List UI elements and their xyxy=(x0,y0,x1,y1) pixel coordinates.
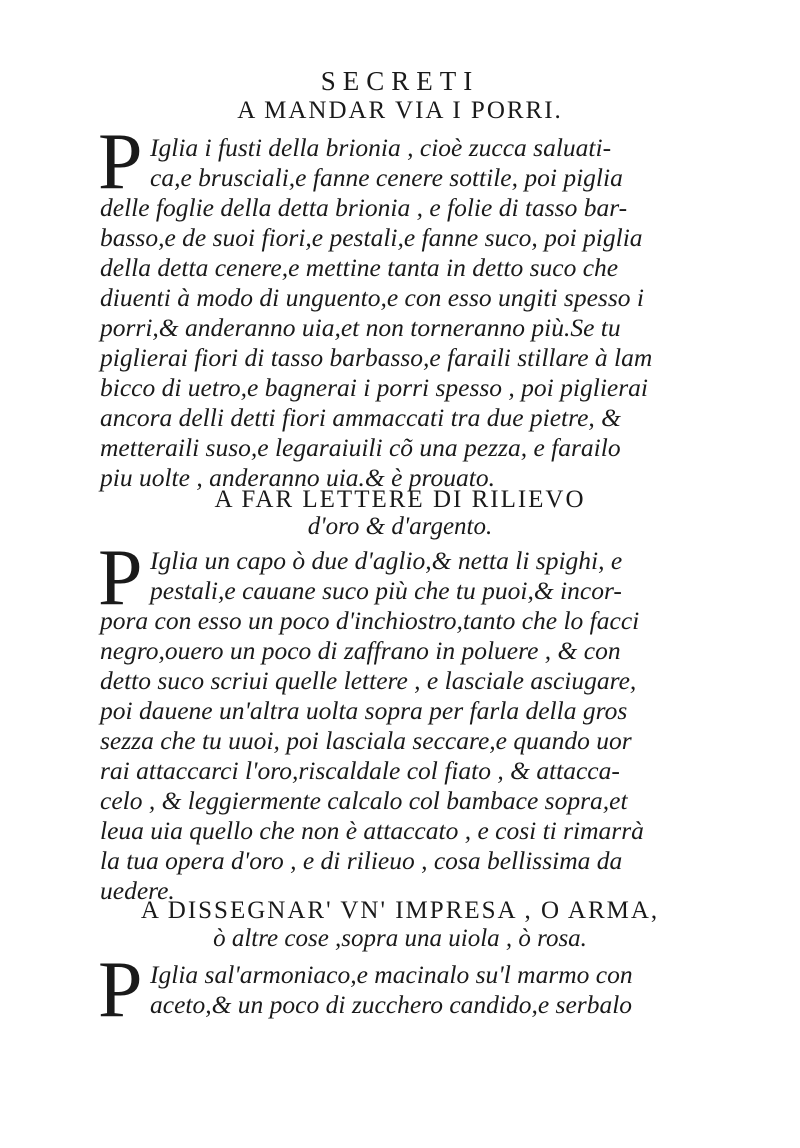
text-line: celo , & leggiermente calcalo col bambace sopra,et xyxy=(100,786,628,815)
text-line: Iglia i fusti della brionia , cioè zucca saluati- xyxy=(150,133,612,162)
text-line: della detta cenere,e mettine tanta in detto suco che xyxy=(100,253,619,282)
text-line: ancora delli detti fiori ammaccati tra due pietre, & xyxy=(100,403,622,432)
text-line: negro,ouero un poco di zaffrano in poluere , & con xyxy=(100,636,621,665)
drop-cap: P xyxy=(98,946,143,1034)
drop-cap: P xyxy=(98,534,143,622)
text-line: pestali,e cauane suco più che tu puoi,& incor- xyxy=(150,576,622,605)
text-line: piglierai fiori di tasso barbasso,e faraili stillare à lam xyxy=(100,343,653,372)
text-line: ca,e brusciali,e fanne cenere sottile, poi piglia xyxy=(150,163,623,192)
text-line: Iglia sal'armoniaco,e macinalo su'l marmo con xyxy=(150,960,633,989)
text-line: detto suco scriui quelle lettere , e lasciale asciugare, xyxy=(100,666,637,695)
section-heading: A MANDAR VIA I PORRI. xyxy=(237,97,563,124)
text-line: aceto,& un poco di zucchero candido,e serbalo xyxy=(150,990,633,1019)
text-line: la tua opera d'oro , e di rilieuo , cosa bellissima da xyxy=(100,846,623,875)
drop-cap: P xyxy=(98,118,143,206)
text-line: leua uia quello che non è attaccato , e cosi ti rimarrà xyxy=(100,816,644,845)
text-line: rai attaccarci l'oro,riscaldale col fiato , & attacca- xyxy=(100,756,620,785)
section-heading: A FAR LETTERE DI RILIEVO xyxy=(214,486,586,513)
text-line: Iglia un capo ò due d'aglio,& netta li spighi, e xyxy=(150,546,623,575)
running-head: SECRETI xyxy=(320,66,480,96)
text-line: pora con esso un poco d'inchiostro,tanto che lo facci xyxy=(100,606,640,635)
text-line: uedere. xyxy=(100,876,175,905)
text-line: diuenti à modo di unguento,e con esso ungiti spesso i xyxy=(100,283,644,312)
section-subheading: ò altre cose ,sopra una uiola , ò rosa. xyxy=(213,925,587,952)
text-line: bicco di uetro,e bagnerai i porri spesso , poi piglierai xyxy=(100,373,648,402)
section-heading: A DISSEGNAR' VN' IMPRESA , O ARMA, xyxy=(140,897,660,924)
text-line: basso,e de suoi fiori,e pestali,e fanne suco, poi piglia xyxy=(100,223,643,252)
text-line: piu uolte , anderanno uia.& è prouato. xyxy=(100,463,495,492)
text-line: delle foglie della detta brionia , e folie di tasso bar- xyxy=(100,193,628,222)
text-line: poi dauene un'altra uolta sopra per farla della gros xyxy=(100,696,628,725)
text-line: sezza che tu uuoi, poi lasciala seccare,e quando uor xyxy=(100,726,632,755)
text-line: porri,& anderanno uia,et non torneranno più.Se tu xyxy=(100,313,621,342)
text-line: metteraili suso,e legaraiuili cõ una pezza, e farailo xyxy=(100,433,621,462)
section-subheading: d'oro & d'argento. xyxy=(307,513,493,540)
